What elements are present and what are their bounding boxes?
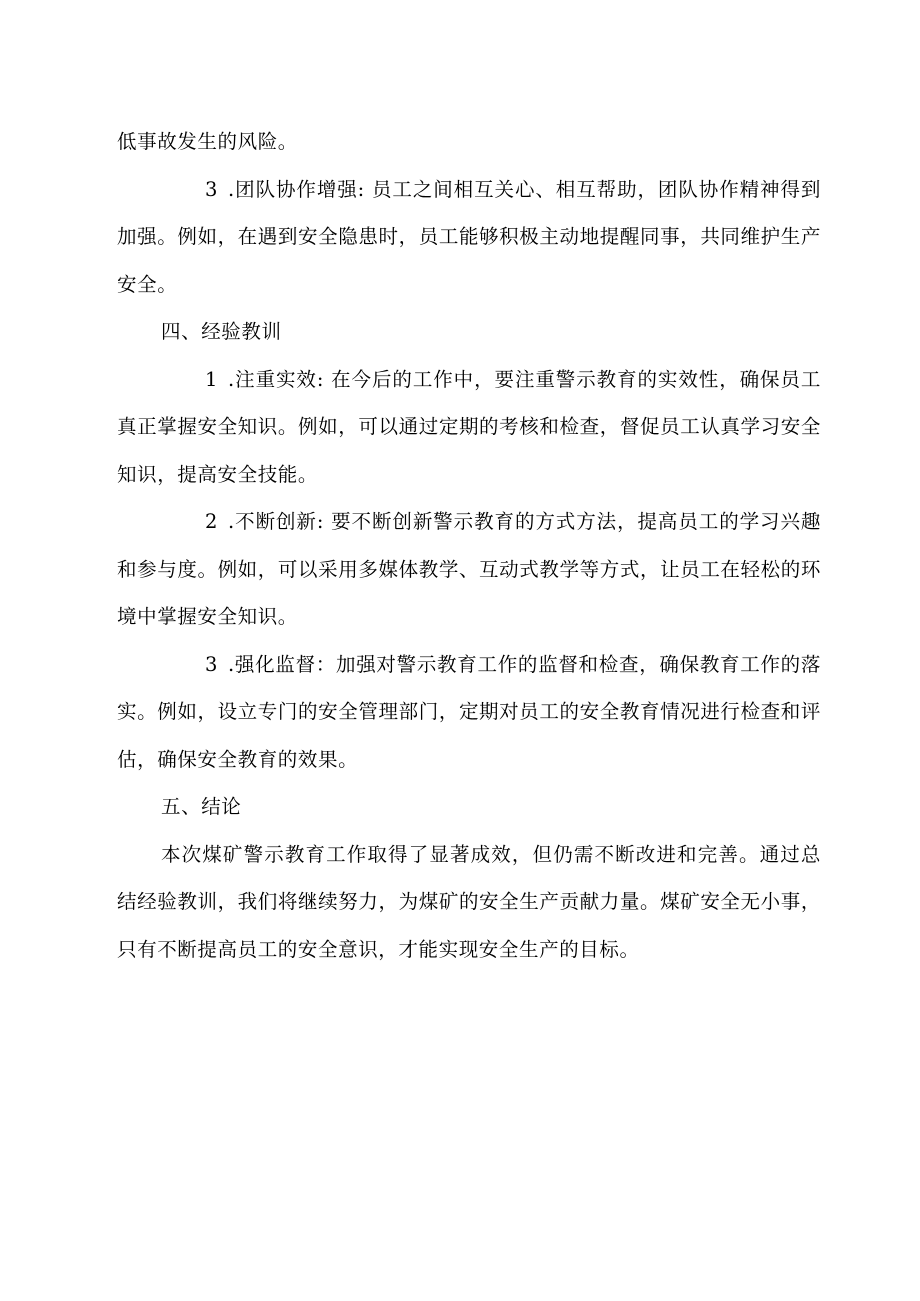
list-item-text: .团队协作增强: 员工之间相互关心、相互帮助，团队协作精神得到加强。例如，在遇到安全隐患时，员工能够积极主动地提醒同事，共同维护生产安全。	[117, 177, 821, 296]
paragraph-continuation	[117, 118, 821, 166]
list-item-number: 3	[205, 652, 219, 676]
section-heading-lessons	[117, 308, 821, 356]
paragraph-text: 低事故发生的风险。	[117, 130, 298, 153]
paragraph-text: 本次煤矿警示教育工作取得了显著成效，但仍需不断改进和完善。通过总结经验教训，我们将继续努力，为煤矿的安全生产贡献力量。煤矿安全无小事，只有不断提高员工的安全意识，才能实现安全生产的目标。	[117, 842, 821, 961]
section-heading-conclusion	[117, 783, 821, 831]
list-item-text: .注重实效: 在今后的工作中，要注重警示教育的实效性，确保员工真正掌握安全知识。例如，可以通过定期的考核和检查，督促员工认真学习安全知识，提高安全技能。	[117, 367, 821, 486]
list-item-number: 2	[205, 510, 219, 533]
paragraph-conclusion	[117, 831, 821, 974]
heading-text: 五、结论	[161, 795, 242, 818]
list-item-supervision	[117, 641, 821, 784]
list-item-text: .强化监督：加强对警示教育工作的监督和检查，确保教育工作的落实。例如，设立专门的安全管理部门，定期对员工的安全教育情况进行检查和评估，确保安全教育的效果。	[117, 652, 821, 771]
list-item-team-collaboration	[117, 166, 821, 309]
list-item-number: 3	[205, 177, 219, 201]
list-item-innovation	[117, 498, 821, 641]
list-item-focus-effectiveness	[117, 356, 821, 499]
heading-text: 四、经验教训	[161, 320, 282, 343]
list-item-text: .不断创新: 要不断创新警示教育的方式方法，提高员工的学习兴趣和参与度。例如，可以采用多媒体教学、互动式教学等方式，让员工在轻松的环境中掌握安全知识。	[117, 510, 821, 628]
document-body	[117, 118, 821, 973]
list-item-number: 1	[205, 367, 219, 391]
